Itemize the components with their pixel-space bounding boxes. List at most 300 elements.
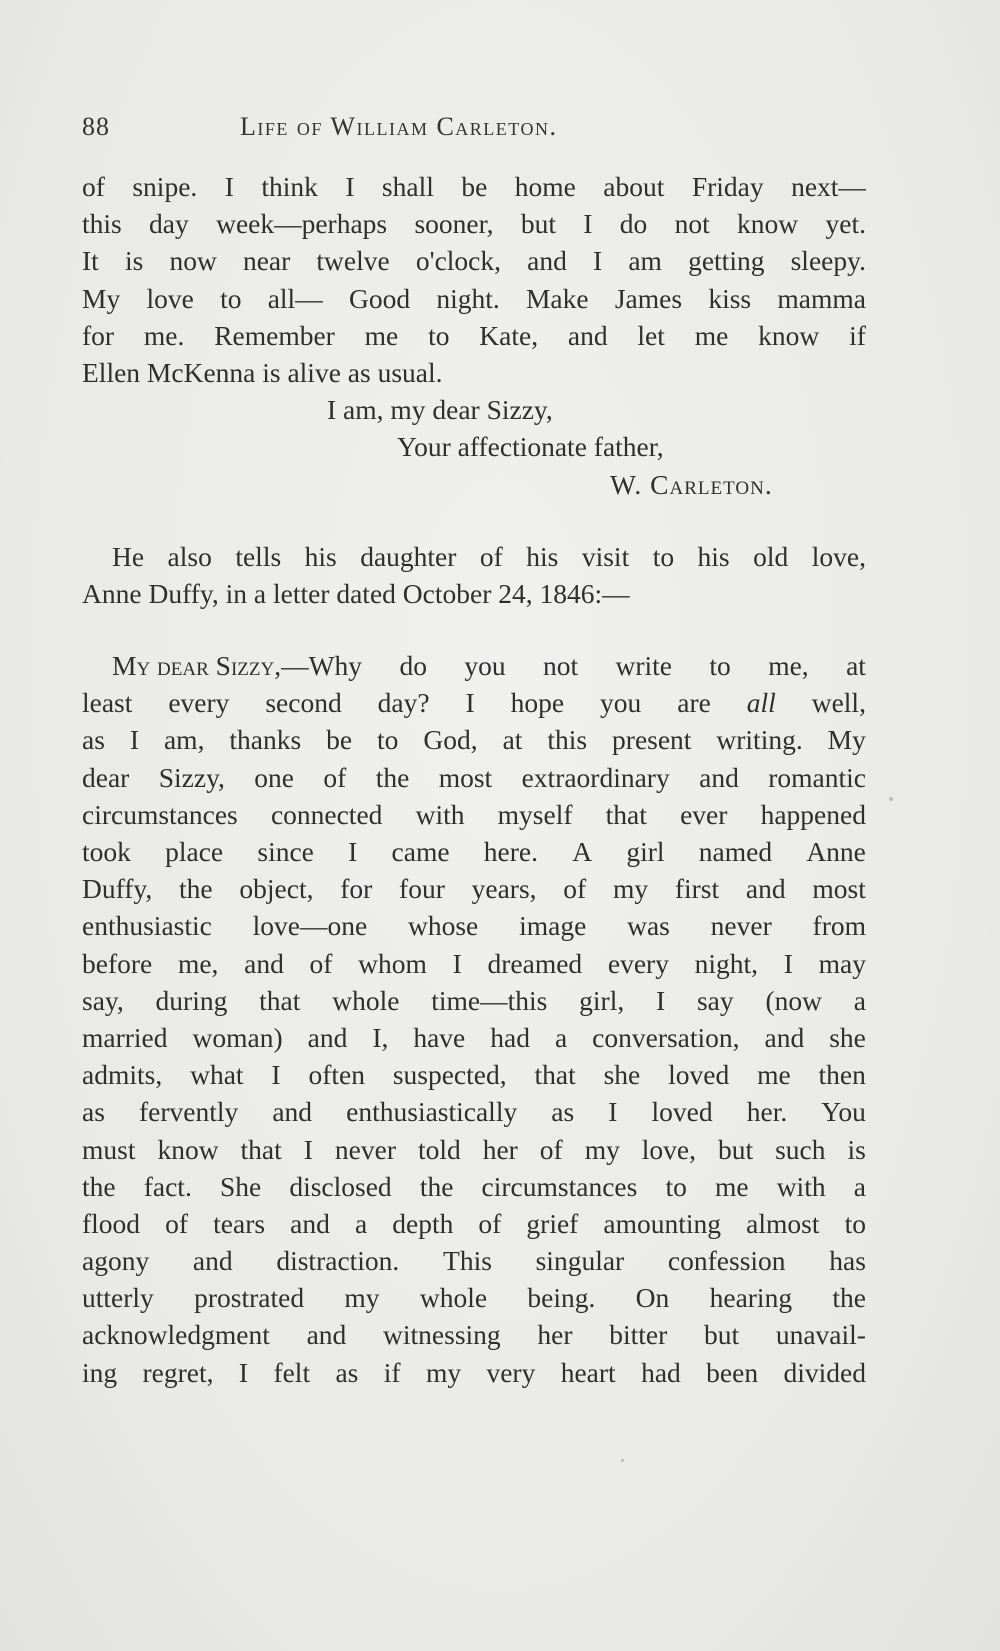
word: heart: [560, 1356, 616, 1388]
word: to: [428, 319, 450, 351]
word: a: [554, 1021, 568, 1053]
word: girl,: [579, 984, 625, 1016]
word: whose: [408, 910, 479, 942]
word: I: [271, 1059, 281, 1091]
word: yet.: [825, 208, 866, 240]
word: Make: [525, 282, 589, 314]
word: singular: [535, 1245, 625, 1277]
word: at: [502, 724, 523, 756]
word: twelve: [316, 245, 390, 277]
word: years,: [471, 873, 537, 905]
word: utterly: [82, 1282, 154, 1314]
word: daughter: [360, 540, 457, 572]
word: his: [526, 540, 559, 572]
text-line: [82, 907, 866, 944]
word: if: [849, 319, 866, 351]
word: of: [323, 761, 347, 793]
word: felt: [273, 1356, 311, 1388]
word: been: [706, 1356, 759, 1388]
word: as: [82, 1096, 105, 1128]
word: to: [652, 540, 675, 572]
text-line: [82, 1019, 866, 1056]
word: this: [547, 724, 588, 756]
word: love: [146, 282, 194, 314]
word: present: [612, 724, 692, 756]
word: this: [82, 208, 122, 240]
word: me: [694, 319, 729, 351]
word: amounting: [603, 1207, 722, 1239]
word: fervently: [139, 1096, 239, 1128]
letter-continuation-paragraph: [82, 168, 866, 391]
word: for: [82, 319, 115, 351]
word: the: [419, 1170, 454, 1202]
signature: W. Carleton.: [610, 468, 773, 500]
emphasized-word: all: [746, 687, 776, 719]
word: sleepy.: [790, 245, 866, 277]
word: be: [326, 724, 353, 756]
word: love,: [811, 540, 866, 572]
word: may: [818, 947, 866, 979]
word: four: [399, 873, 445, 905]
word: I,: [372, 1021, 389, 1053]
word: I: [583, 208, 593, 240]
text-line: [82, 945, 866, 982]
word: me,: [177, 947, 219, 979]
text-line: [82, 575, 866, 612]
word: was: [627, 910, 670, 942]
word: took: [82, 836, 131, 867]
word: named: [698, 836, 773, 867]
word: hearing: [709, 1282, 793, 1314]
word: and: [307, 1021, 348, 1053]
word: enthusiastic: [82, 910, 212, 942]
running-head: Life of William Carleton.: [240, 112, 558, 141]
text-line: [82, 1131, 866, 1168]
word: that: [240, 1133, 282, 1165]
word: I: [303, 1133, 313, 1165]
word: Remember: [214, 319, 335, 351]
word: then: [818, 1059, 866, 1091]
word: and: [244, 947, 284, 979]
word: night.: [436, 282, 500, 314]
word: and: [290, 1207, 330, 1239]
word: she: [829, 1021, 866, 1053]
text-line: [82, 647, 866, 684]
closing-line-1: I am, my dear Sizzy,: [327, 394, 553, 426]
word: has: [829, 1245, 866, 1277]
word: say,: [82, 984, 124, 1016]
word: —Why: [281, 650, 363, 682]
word: It: [82, 245, 99, 277]
word: here.: [483, 836, 538, 867]
word: usual.: [377, 356, 443, 388]
word: that: [605, 798, 647, 830]
word: my: [584, 1133, 620, 1165]
word: sooner,: [414, 208, 494, 240]
word: getting: [688, 245, 765, 277]
word: 1846:—: [539, 577, 630, 609]
word: my: [425, 1356, 462, 1388]
word: God,: [423, 724, 478, 756]
text-line: [82, 1093, 866, 1130]
word: I: [345, 171, 355, 202]
word: She: [219, 1170, 262, 1202]
word: and: [192, 1245, 233, 1277]
word: Anne: [806, 836, 866, 867]
text-line: [82, 317, 866, 354]
word: admits,: [82, 1059, 163, 1091]
word: romantic: [768, 761, 866, 793]
word: 24,: [498, 577, 533, 609]
word: never: [710, 910, 772, 942]
word: first: [674, 873, 720, 905]
word: ing: [82, 1356, 118, 1388]
word: place: [165, 836, 224, 867]
word: My: [82, 282, 121, 314]
word: you: [464, 650, 506, 682]
word: whom: [358, 947, 427, 979]
closing-line-2: Your affectionate father,: [397, 431, 664, 463]
word: I: [348, 836, 358, 867]
word: day?: [377, 687, 430, 719]
text-line: [82, 1316, 866, 1353]
word: time—this: [431, 984, 548, 1016]
word: next—: [791, 171, 866, 202]
word: loved: [668, 1059, 730, 1091]
word: to: [844, 1207, 866, 1239]
word: know: [758, 319, 820, 351]
word: I: [452, 947, 462, 979]
word: are: [677, 687, 711, 719]
word: at: [846, 650, 866, 682]
word: to: [709, 650, 731, 682]
word: a: [253, 577, 267, 609]
text-line: [82, 280, 866, 317]
word: before: [82, 947, 153, 979]
word: happened: [760, 798, 866, 830]
word: tells: [235, 540, 282, 572]
word: writing.: [716, 724, 803, 756]
word: You: [821, 1096, 866, 1128]
word: but: [718, 1133, 754, 1165]
word: and: [745, 873, 786, 905]
word: object,: [239, 873, 314, 905]
word: fact.: [143, 1170, 192, 1202]
word: very: [486, 1356, 536, 1388]
word: as: [335, 1356, 359, 1388]
text-line: [82, 684, 866, 721]
word: week—perhaps: [216, 208, 388, 240]
text-line: [82, 354, 866, 391]
word: acknowledgment: [82, 1319, 270, 1351]
word: not: [542, 650, 579, 682]
word: circumstances: [82, 798, 238, 830]
word: since: [257, 836, 314, 867]
word: with: [415, 798, 465, 830]
word: (now: [765, 984, 822, 1016]
text-line: [82, 1242, 866, 1279]
word: thanks: [229, 724, 302, 756]
word: every: [168, 687, 230, 719]
word: least: [82, 687, 133, 719]
word: and: [272, 1096, 313, 1128]
word: know: [737, 208, 799, 240]
word: such: [775, 1133, 826, 1165]
word: of: [309, 947, 333, 979]
word: is: [124, 245, 144, 277]
word: unavail-: [775, 1319, 866, 1351]
text-line: [82, 1168, 866, 1205]
word: I: [238, 1356, 249, 1388]
word: almost: [746, 1207, 820, 1239]
word: also: [167, 540, 212, 572]
word: her: [537, 1319, 573, 1351]
word: and: [527, 245, 567, 277]
word: as: [551, 1096, 575, 1128]
word: know: [157, 1133, 219, 1165]
word: my: [612, 873, 649, 905]
word: confession: [667, 1245, 786, 1277]
word: my: [344, 1282, 380, 1314]
text-line: [82, 1279, 866, 1316]
text-line: [82, 205, 866, 242]
word: o'clock,: [415, 245, 502, 277]
word: I: [608, 1096, 618, 1128]
word: most: [438, 761, 493, 793]
word: and: [764, 1021, 805, 1053]
word: and: [567, 319, 608, 351]
word: day: [149, 208, 189, 240]
word: loved: [651, 1096, 713, 1128]
word: have: [413, 1021, 466, 1053]
word: On: [635, 1282, 670, 1314]
word: I: [465, 687, 475, 719]
word: write: [615, 650, 673, 682]
word: James: [614, 282, 683, 314]
word: but: [703, 1319, 740, 1351]
word: am,: [163, 724, 205, 756]
word: the: [82, 1170, 116, 1202]
word: image: [519, 910, 587, 942]
text-line: [82, 721, 866, 758]
word: to: [377, 724, 399, 756]
word: all—: [267, 282, 323, 314]
word: I: [656, 984, 666, 1016]
page-header: [82, 108, 866, 148]
word: love,: [641, 1133, 697, 1165]
word: and: [699, 761, 739, 793]
text-line: [82, 796, 866, 833]
word: a: [853, 1170, 866, 1202]
word: whole: [419, 1282, 488, 1314]
word: had: [641, 1356, 681, 1388]
word: came: [391, 836, 450, 867]
word: had: [490, 1021, 530, 1053]
word: Duffy,: [148, 577, 219, 609]
word: now: [169, 245, 217, 277]
word: often: [308, 1059, 365, 1091]
word: in: [225, 577, 247, 609]
word: a: [853, 984, 866, 1016]
word: do: [399, 650, 427, 682]
second-letter-paragraph: [82, 647, 866, 1391]
text-line: [82, 870, 866, 907]
word: me: [364, 319, 399, 351]
text-line: [82, 168, 866, 205]
word: old: [753, 540, 789, 572]
word: Sizzy,: [158, 761, 225, 793]
word: snipe.: [132, 171, 198, 202]
word: well,: [811, 687, 866, 719]
word: tears: [213, 1207, 266, 1239]
word: never: [334, 1133, 396, 1165]
text-line: [82, 1354, 866, 1391]
word: as: [82, 724, 105, 756]
word: regret,: [142, 1356, 214, 1388]
word: you: [600, 687, 642, 719]
word: is: [262, 356, 281, 388]
word: October: [402, 577, 492, 609]
book-page: [82, 108, 866, 1391]
word: be: [461, 171, 488, 202]
word: myself: [497, 798, 573, 830]
word: of: [479, 540, 503, 572]
word: say: [696, 984, 734, 1016]
word: must: [82, 1133, 136, 1165]
word: and: [306, 1319, 347, 1351]
word: me: [714, 1170, 749, 1202]
word: Duffy,: [82, 873, 153, 905]
word: to: [220, 282, 242, 314]
word: visit: [581, 540, 630, 572]
word: grief: [526, 1207, 579, 1239]
word: alive: [287, 356, 341, 388]
word: girl: [626, 836, 665, 867]
word: to: [665, 1170, 687, 1202]
word: hope: [510, 687, 565, 719]
word: of: [539, 1133, 563, 1165]
word: his: [697, 540, 730, 572]
word: me.: [143, 319, 185, 351]
text-line: [82, 759, 866, 796]
word: He: [112, 540, 145, 572]
word: I: [224, 171, 234, 202]
word: of: [563, 873, 587, 905]
word: about: [603, 171, 665, 202]
word: that: [259, 984, 301, 1016]
word: as: [347, 356, 371, 388]
text-line: [82, 1056, 866, 1093]
word: depth: [392, 1207, 454, 1239]
word: of: [165, 1207, 189, 1239]
word: dated: [336, 577, 396, 609]
word: My: [827, 724, 866, 756]
word: letter: [272, 577, 330, 609]
word: suspected,: [392, 1059, 507, 1091]
word: am: [628, 245, 662, 277]
paper-speck: [621, 1459, 624, 1462]
word: but: [520, 208, 556, 240]
text-line: [82, 242, 866, 279]
word: extraordinary: [521, 761, 670, 793]
word: witnessing: [383, 1319, 501, 1351]
narrative-paragraph: [82, 538, 866, 612]
word: for: [340, 873, 373, 905]
word: from: [812, 910, 866, 942]
word: circumstances: [481, 1170, 638, 1202]
word: I: [593, 245, 603, 277]
word: the: [179, 873, 213, 905]
word: flood: [82, 1207, 141, 1239]
word: divided: [783, 1356, 866, 1388]
word: every: [607, 947, 669, 979]
word: Good: [348, 282, 411, 314]
text-line: [82, 833, 866, 870]
word: a: [354, 1207, 368, 1239]
word: connected: [270, 798, 383, 830]
word: conversation,: [592, 1021, 740, 1053]
text-line: [82, 538, 866, 575]
word: not: [674, 208, 710, 240]
word: if: [383, 1356, 401, 1388]
paper-speck: [889, 797, 893, 801]
word: home: [514, 171, 576, 202]
word: Kate,: [479, 319, 539, 351]
word: prostrated: [194, 1282, 305, 1314]
word: night,: [694, 947, 759, 979]
word: let: [637, 319, 665, 351]
text-line: [82, 982, 866, 1019]
word: with: [776, 1170, 826, 1202]
word: disclosed: [289, 1170, 392, 1202]
word: I: [129, 724, 140, 756]
word: what: [190, 1059, 244, 1091]
page-number: 88: [82, 112, 110, 141]
word: love—one: [252, 910, 368, 942]
word: do: [619, 208, 648, 240]
word: me: [757, 1059, 791, 1091]
word: of: [82, 171, 105, 202]
word: Ellen: [82, 356, 141, 388]
word: being.: [527, 1282, 596, 1314]
word: mamma: [777, 282, 866, 314]
word: agony: [82, 1245, 150, 1277]
word: the: [832, 1282, 866, 1314]
word: dreamed: [487, 947, 583, 979]
word: near: [242, 245, 291, 277]
text-line: [82, 1205, 866, 1242]
word: Anne: [82, 577, 142, 609]
word: one: [254, 761, 295, 793]
word: McKenna: [146, 356, 256, 388]
word: that: [534, 1059, 576, 1091]
word: the: [375, 761, 410, 793]
word: of: [478, 1207, 502, 1239]
word: bitter: [609, 1319, 668, 1351]
word: dear: [82, 761, 130, 793]
word: she: [603, 1059, 641, 1091]
word: woman): [192, 1021, 283, 1053]
word: told: [417, 1133, 461, 1165]
word: most: [812, 873, 866, 905]
word: I: [783, 947, 793, 979]
word: is: [847, 1133, 866, 1165]
word: married: [82, 1021, 168, 1053]
word: kiss: [708, 282, 752, 314]
word: ever: [680, 798, 728, 830]
word: think: [261, 171, 318, 202]
word: enthusiastically: [346, 1096, 518, 1128]
